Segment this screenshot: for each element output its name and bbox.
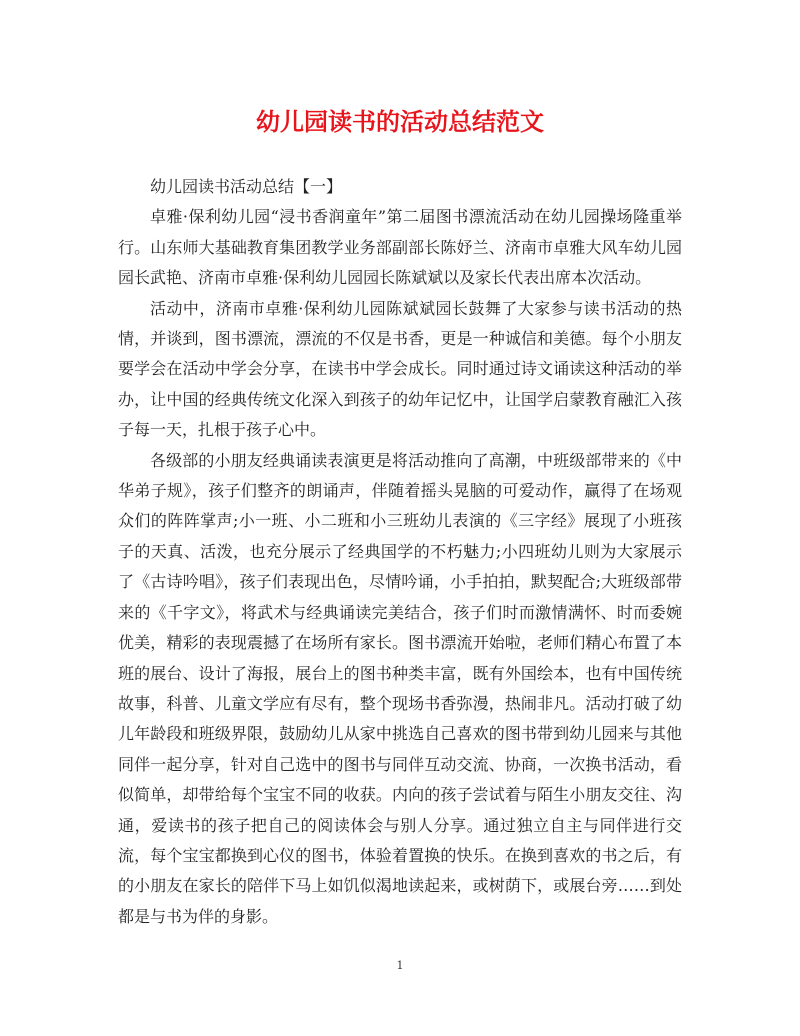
page-number: 1 <box>396 959 404 972</box>
document-title: 幼儿园读书的活动总结范文 <box>256 107 544 136</box>
section-heading: 幼儿园读书活动总结【一】 <box>150 177 343 196</box>
body-paragraph: 卓雅·保利幼儿园“浸书香润童年”第二届图书漂流活动在幼儿园操场隆重举行。山东师大基础教育集团教学业务部副部长陈妤兰、济南市卓雅大风车幼儿园园长武艳、济南市卓雅·保利幼儿园园长陈斌斌以及家长代表出席本次活动。 <box>118 207 682 288</box>
body-paragraph: 各级部的小朋友经典诵读表演更是将活动推向了高潮，中班级部带来的《中华弟子规》，孩子们整齐的朗诵声，伴随着摇头晃脑的可爱动作，赢得了在场观众们的阵阵掌声;小一班、小二班和小三班幼儿表演的《三字经》展现了小班孩子的天真、活泼，也充分展示了经典国学的不朽魅力;小四班幼儿则为大家展示了《古诗吟唱》，孩子们表现出色，尽情吟诵，小手拍拍，默契配合;大班级部带来的《千字文》，将武术与经典诵读完美结合，孩子们时而激情满怀、时而委婉优美，精彩的表现震撼了在场所有家长。图书漂流开始啦，老师们精心布置了本班的展台、设计了海报，展台上的图书种类丰富，既有外国绘本，也有中国传统故事，科普、儿童文学应有尽有，整个现场书香弥漫，热闹非凡。活动打破了幼儿年龄段和班级界限，鼓励幼儿从家中挑选自己喜欢的图书带到幼儿园来与其他同伴一起分享，针对自己选中的图书与同伴互动交流、协商，一次换书活动，看似简单，却带给每个宝宝不同的收获。内向的孩子尝试着与陌生小朋友交往、沟通，爱读书的孩子把自己的阅读体会与别人分享。通过独立自主与同伴进行交流，每个宝宝都换到心仪的图书，体验着置换的快乐。在换到喜欢的书之后，有的小朋友在家长的陪伴下马上如饥似渴地读起来，或树荫下，或展台旁……到处都是与书为伴的身影。 <box>118 450 682 926</box>
document-body <box>118 172 682 932</box>
body-paragraph: 活动中，济南市卓雅·保利幼儿园陈斌斌园长鼓舞了大家参与读书活动的热情，并谈到，图书漂流，漂流的不仅是书香，更是一种诚信和美德。每个小朋友要学会在活动中学会分享，在读书中学会成长。同时通过诗文诵读这种活动的举办，让中国的经典传统文化深入到孩子的幼年记忆中，让国学启蒙教育融汇入孩子每一天，扎根于孩子心中。 <box>118 298 682 440</box>
